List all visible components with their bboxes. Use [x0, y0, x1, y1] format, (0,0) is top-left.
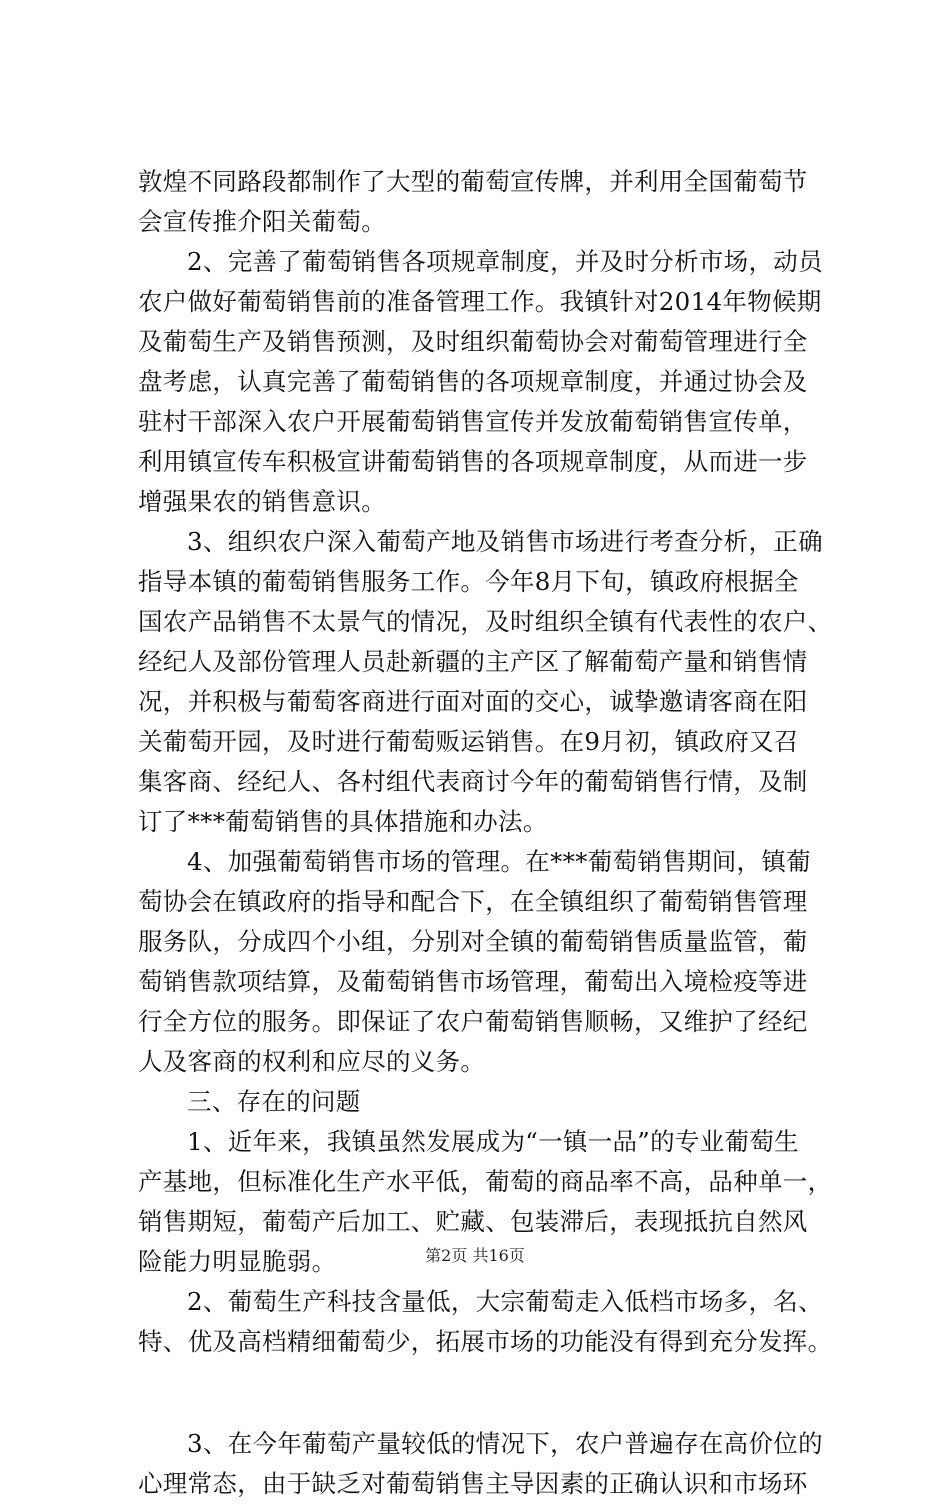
- text-line: 3、在今年葡萄产量较低的情况下，农户普遍存在高价位的: [187, 1429, 823, 1458]
- text-line: 经纪人及部份管理人员赴新疆的主产区了解葡萄产量和销售情: [138, 647, 808, 676]
- document-body: [138, 162, 838, 1504]
- text-line: 敦煌不同路段都制作了大型的葡萄宣传牌，并利用全国葡萄节: [138, 167, 808, 196]
- text-line: 4、加强葡萄销售市场的管理。在***葡萄销售期间，镇葡: [187, 847, 811, 876]
- text-line: 集客商、经纪人、各村组代表商讨今年的葡萄销售行情，及制: [138, 767, 808, 796]
- text-line: 行全方位的服务。即保证了农户葡萄销售顺畅，又维护了经纪: [138, 1007, 808, 1036]
- paragraph-gap: [138, 1362, 838, 1424]
- text-line: 况，并积极与葡萄客商进行面对面的交心，诚挚邀请客商在阳: [138, 687, 808, 716]
- text-line: 2、完善了葡萄销售各项规章制度，并及时分析市场，动员: [187, 247, 823, 276]
- text-line: 增强果农的销售意识。: [138, 487, 386, 516]
- text-line: 销售期短，葡萄产后加工、贮藏、包装滞后，表现抵抗自然风: [138, 1207, 808, 1236]
- text-line: 农户做好葡萄销售前的准备管理工作。我镇针对2014年物候期: [138, 287, 822, 316]
- text-line: 萄销售款项结算，及葡萄销售市场管理，葡萄出入境检疫等进: [138, 967, 808, 996]
- text-line: 关葡萄开园，及时进行葡萄贩运销售。在9月初，镇政府又召: [138, 727, 799, 756]
- text-line: 指导本镇的葡萄销售服务工作。今年8月下旬，镇政府根据全: [138, 567, 799, 596]
- text-line: 及葡萄生产及销售预测，及时组织葡萄协会对葡萄管理进行全: [138, 327, 808, 356]
- text-line: 萄协会在镇政府的指导和配合下，在全镇组织了葡萄销售管理: [138, 887, 808, 916]
- text-line: 特、优及高档精细葡萄少，拓展市场的功能没有得到充分发挥。: [138, 1327, 833, 1356]
- section-heading: 三、存在的问题: [187, 1087, 361, 1116]
- text-line: 驻村干部深入农户开展葡萄销售宣传并发放葡萄销售宣传单，: [138, 407, 808, 436]
- text-line: 盘考虑，认真完善了葡萄销售的各项规章制度，并通过协会及: [138, 367, 808, 396]
- text-line: 心理常态，由于缺乏对葡萄销售主导因素的正确认识和市场环: [138, 1469, 808, 1498]
- text-line: 利用镇宣传车积极宣讲葡萄销售的各项规章制度，从而进一步: [138, 447, 808, 476]
- text-line: 1、近年来，我镇虽然发展成为“一镇一品”的专业葡萄生: [187, 1127, 799, 1156]
- text-line: 订了***葡萄销售的具体措施和办法。: [138, 807, 548, 836]
- text-line: 服务队，分成四个小组，分别对全镇的葡萄销售质量监管，葡: [138, 927, 808, 956]
- text-line: 会宣传推介阳关葡萄。: [138, 207, 386, 236]
- text-line: 2、葡萄生产科技含量低，大宗葡萄走入低档市场多，名、: [187, 1287, 823, 1316]
- page-number-footer: 第2页 共16页: [425, 1246, 525, 1265]
- text-line: 险能力明显脆弱。: [138, 1247, 337, 1276]
- text-line: 国农产品销售不太景气的情况，及时组织全镇有代表性的农户、: [138, 607, 833, 636]
- text-line: 人及客商的权利和应尽的义务。: [138, 1047, 486, 1076]
- text-line: 产基地，但标准化生产水平低，葡萄的商品率不高，品种单一，: [138, 1167, 833, 1196]
- text-line: 3、组织农户深入葡萄产地及销售市场进行考查分析，正确: [187, 527, 823, 556]
